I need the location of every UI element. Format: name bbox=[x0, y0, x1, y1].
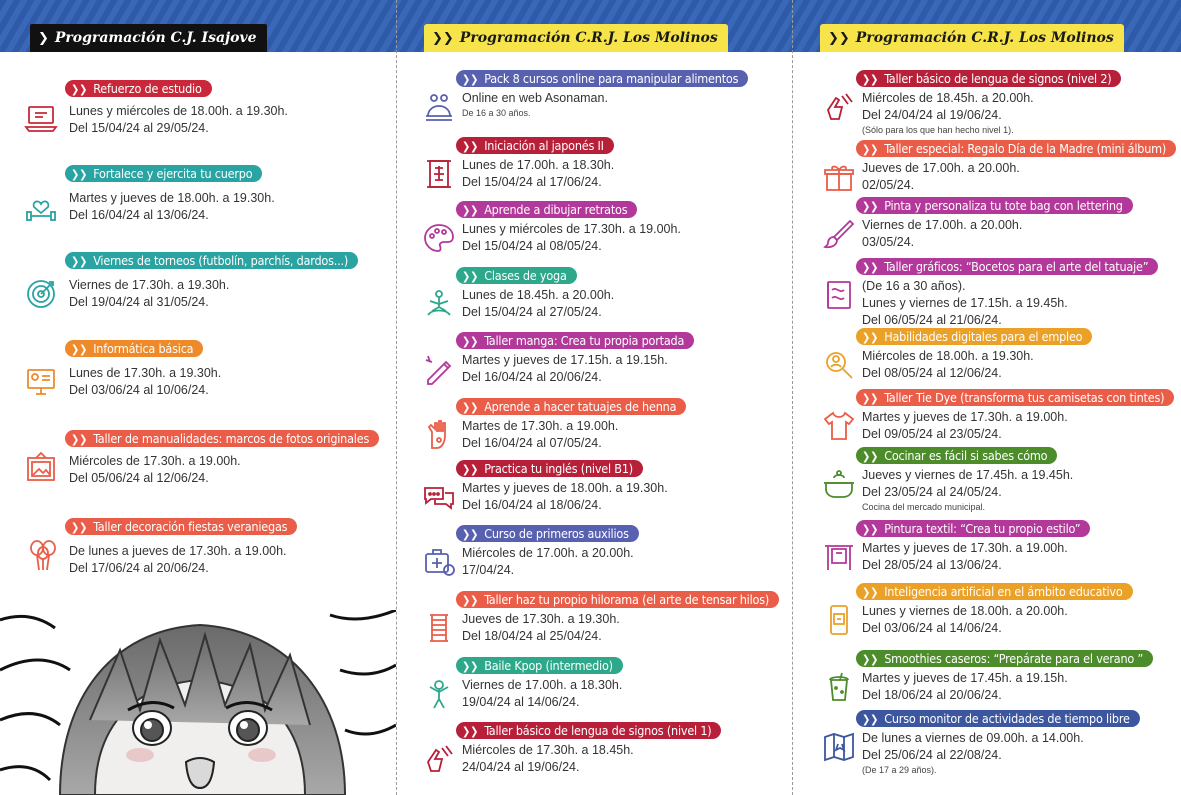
activity-schedule: Martes y jueves de 17.30h. a 19.00h. Del 09/05/24 al 23/05/24. bbox=[862, 410, 1068, 441]
column-los-molinos-1 bbox=[396, 0, 792, 795]
activity-label: ❯❯ Taller gráficos: “Bocetos para el arte del tatuaje” bbox=[856, 258, 1158, 275]
chevron-icon: ❯❯ bbox=[462, 73, 479, 86]
activity-label: ❯❯ Taller básico de lengua de signos (nivel 2) bbox=[856, 70, 1121, 87]
gift-icon bbox=[822, 160, 856, 194]
activity-label: ❯❯ Baile Kpop (intermedio) bbox=[456, 657, 623, 674]
chevron-icon: ❯❯ bbox=[862, 653, 879, 666]
activity-note: De 16 a 30 años. bbox=[462, 108, 531, 118]
thread-spool-icon bbox=[422, 611, 456, 645]
activity-label: ❯❯ Taller decoración fiestas veraniegas bbox=[65, 518, 297, 535]
activity-label: ❯❯ Smoothies caseros: “Prepárate para el verano ” bbox=[856, 650, 1153, 667]
activity-schedule: Jueves y viernes de 17.45h. a 19.45h. Del 23/05/24 al 24/05/24. Cocina del mercado municipal. bbox=[862, 468, 1074, 512]
job-search-icon bbox=[822, 348, 856, 382]
chevron-icon: ❯❯ bbox=[462, 140, 479, 153]
activity-schedule: Lunes de 18.45h. a 20.00h. Del 15/04/24 al 27/05/24. bbox=[462, 288, 615, 319]
chevron-icon: ❯❯ bbox=[862, 523, 879, 536]
chevron-icon: ❯❯ bbox=[462, 401, 479, 414]
activity-label: ❯❯ Refuerzo de estudio bbox=[65, 80, 212, 97]
chevron-icon: ❯❯ bbox=[862, 261, 879, 274]
henna-hand-icon bbox=[422, 418, 456, 452]
column-los-molinos-2 bbox=[792, 0, 1181, 795]
column-isajove bbox=[0, 0, 396, 795]
sign-language-icon bbox=[422, 742, 456, 776]
arrow-icon: ❯ bbox=[38, 30, 49, 46]
activity-schedule: (De 16 a 30 años). Lunes y viernes de 17.15h. a 19.45h. Del 06/05/24 al 21/06/24. bbox=[862, 279, 1068, 327]
activity-schedule: Miércoles de 17.30h. a 18.45h. 24/04/24 al 19/06/24. bbox=[462, 743, 634, 774]
japanese-scroll-icon bbox=[422, 157, 456, 191]
yoga-icon bbox=[422, 287, 456, 321]
activity-label: ❯❯ Inteligencia artificial en el ámbito educativo bbox=[856, 583, 1133, 600]
activity-schedule: Viernes de 17.00h. a 18.30h. 19/04/24 al 14/06/24. bbox=[462, 678, 623, 709]
column-title: ❯❯ Programación C.R.J. Los Molinos bbox=[820, 24, 1124, 52]
speech-bubbles-icon bbox=[422, 480, 456, 514]
activity-label: ❯❯ Viernes de torneos (futbolín, parchís, dardos...) bbox=[65, 252, 358, 269]
activity-schedule: Jueves de 17.00h. a 20.00h. 02/05/24. bbox=[862, 161, 1020, 192]
chevron-icon: ❯❯ bbox=[862, 586, 879, 599]
chevron-icon: ❯❯ bbox=[862, 392, 879, 405]
activity-label: ❯❯ Informática básica bbox=[65, 340, 203, 357]
activity-label: ❯❯ Iniciación al japonés II bbox=[456, 137, 614, 154]
activity-label: ❯❯ Aprende a dibujar retratos bbox=[456, 201, 637, 218]
chevron-icon: ❯❯ bbox=[462, 335, 479, 348]
column-title: ❯❯ Programación C.R.J. Los Molinos bbox=[424, 24, 728, 52]
activity-label: ❯❯ Taller básico de lengua de signos (nivel 1) bbox=[456, 722, 721, 739]
chevron-icon: ❯❯ bbox=[862, 143, 879, 156]
dumbbell-heart-icon bbox=[24, 190, 58, 224]
activity-schedule: Martes y jueves de 17.15h. a 19.15h. Del 16/04/24 al 20/06/24. bbox=[462, 353, 668, 384]
ai-phone-icon bbox=[822, 603, 856, 637]
chevron-icon: ❯❯ bbox=[462, 270, 479, 283]
dancer-icon bbox=[422, 677, 456, 711]
arrow-icon: ❯❯ bbox=[828, 30, 850, 46]
chevron-icon: ❯❯ bbox=[862, 73, 879, 86]
activity-label: ❯❯ Taller especial: Regalo Día de la Madre (mini álbum) bbox=[856, 140, 1176, 157]
activity-schedule: De lunes a jueves de 17.30h. a 19.00h. Del 17/06/24 al 20/06/24. bbox=[69, 544, 287, 575]
manga-girl-illustration bbox=[0, 610, 396, 795]
chevron-icon: ❯❯ bbox=[462, 528, 479, 541]
activity-schedule: Viernes de 17.00h. a 20.00h. 03/05/24. bbox=[862, 218, 1023, 249]
dartboard-icon bbox=[24, 277, 58, 311]
activity-schedule: Viernes de 17.30h. a 19.30h. Del 19/04/24 al 31/05/24. bbox=[69, 278, 230, 309]
chevron-icon: ❯❯ bbox=[462, 463, 479, 476]
activity-schedule: Martes de 17.30h. a 19.00h. Del 16/04/24 al 07/05/24. bbox=[462, 419, 619, 450]
activity-schedule: Lunes de 17.00h. a 18.30h. Del 15/04/24 al 17/06/24. bbox=[462, 158, 615, 189]
activity-note: (Sólo para los que han hecho nivel 1). bbox=[862, 125, 1014, 135]
chevron-icon: ❯❯ bbox=[462, 725, 479, 738]
activity-label: ❯❯ Clases de yoga bbox=[456, 267, 577, 284]
tshirt-icon bbox=[822, 409, 856, 443]
activity-schedule: Miércoles de 18.45h. a 20.00h. Del 24/04/24 al 19/06/24. (Sólo para los que han hecho nivel 1). bbox=[862, 91, 1034, 135]
activity-label: ❯❯ Pack 8 cursos online para manipular alimentos bbox=[456, 70, 748, 87]
activity-schedule: Martes y jueves de 18.00h. a 19.30h. Del 16/04/24 al 13/06/24. bbox=[69, 191, 275, 222]
clothes-rack-icon bbox=[822, 540, 856, 574]
activity-schedule: Miércoles de 17.00h. a 20.00h. 17/04/24. bbox=[462, 546, 634, 577]
first-aid-icon bbox=[422, 545, 456, 579]
activity-note: (De 17 a 29 años). bbox=[862, 765, 937, 775]
map-icon bbox=[822, 730, 856, 764]
chevron-icon: ❯❯ bbox=[862, 200, 879, 213]
activity-schedule: Lunes y miércoles de 18.00h. a 19.30h. Del 15/04/24 al 29/05/24. bbox=[69, 104, 288, 135]
activity-schedule: Online en web Asonaman. De 16 a 30 años. bbox=[462, 91, 608, 118]
activity-schedule: Lunes y viernes de 18.00h. a 20.00h. Del 03/06/24 al 14/06/24. bbox=[862, 604, 1068, 635]
activity-label: ❯❯ Curso de primeros auxilios bbox=[456, 525, 639, 542]
activity-schedule: De lunes a viernes de 09.00h. a 14.00h. Del 25/06/24 al 22/08/24. (De 17 a 29 años). bbox=[862, 731, 1084, 775]
activity-schedule: Lunes y miércoles de 17.30h. a 19.00h. Del 15/04/24 al 08/05/24. bbox=[462, 222, 681, 253]
laptop-book-icon bbox=[24, 101, 58, 135]
arrow-icon: ❯❯ bbox=[432, 30, 454, 46]
activity-label: ❯❯ Pintura textil: “Crea tu propio estilo” bbox=[856, 520, 1090, 537]
activity-schedule: Martes y jueves de 17.30h. a 19.00h. Del 28/05/24 al 13/06/24. bbox=[862, 541, 1068, 572]
sketchbook-icon bbox=[822, 278, 856, 312]
column-title: ❯ Programación C.J. Isajove bbox=[30, 24, 267, 52]
sign-language-icon bbox=[822, 90, 856, 124]
activity-label: ❯❯ Fortalece y ejercita tu cuerpo bbox=[65, 165, 262, 182]
activity-label: ❯❯ Taller Tie Dye (transforma tus camisetas con tintes) bbox=[856, 389, 1174, 406]
activity-schedule: Martes y jueves de 17.45h. a 19.15h. Del 18/06/24 al 20/06/24. bbox=[862, 671, 1068, 702]
palette-icon bbox=[422, 221, 456, 255]
activity-schedule: Miércoles de 17.30h. a 19.00h. Del 05/06/24 al 12/06/24. bbox=[69, 454, 241, 485]
manga-pen-icon bbox=[422, 352, 456, 386]
chevron-icon: ❯❯ bbox=[862, 331, 879, 344]
activity-schedule: Lunes de 17.30h. a 19.30h. Del 03/06/24 al 10/06/24. bbox=[69, 366, 222, 397]
activity-schedule: Miércoles de 18.00h. a 19.30h. Del 08/05/24 al 12/06/24. bbox=[862, 349, 1034, 380]
activity-label: ❯❯ Habilidades digitales para el empleo bbox=[856, 328, 1092, 345]
paintbrush-icon bbox=[822, 217, 856, 251]
activity-label: ❯❯ Aprende a hacer tatuajes de henna bbox=[456, 398, 686, 415]
activity-label: ❯❯ Pinta y personaliza tu tote bag con lettering bbox=[856, 197, 1133, 214]
activity-note: Cocina del mercado municipal. bbox=[862, 502, 986, 512]
activity-label: ❯❯ Practica tu inglés (nivel B1) bbox=[456, 460, 643, 477]
cooking-pot-icon bbox=[822, 467, 856, 501]
activity-label: ❯❯ Taller manga: Crea tu propia portada bbox=[456, 332, 694, 349]
chevron-icon: ❯❯ bbox=[462, 204, 479, 217]
activity-label: ❯❯ Taller haz tu propio hilorama (el arte de tensar hilos) bbox=[456, 591, 779, 608]
computer-icon bbox=[24, 365, 58, 399]
balloons-icon bbox=[26, 538, 60, 572]
food-handling-icon bbox=[422, 90, 456, 124]
chevron-icon: ❯❯ bbox=[462, 660, 479, 673]
activity-label: ❯❯ Curso monitor de actividades de tiempo libre bbox=[856, 710, 1140, 727]
chevron-icon: ❯❯ bbox=[862, 450, 879, 463]
activity-label: ❯❯ Taller de manualidades: marcos de fotos originales bbox=[65, 430, 379, 447]
activity-schedule: Jueves de 17.30h. a 19.30h. Del 18/04/24 al 25/04/24. bbox=[462, 612, 620, 643]
chevron-icon: ❯❯ bbox=[462, 594, 479, 607]
chevron-icon: ❯❯ bbox=[862, 713, 879, 726]
activity-label: ❯❯ Cocinar es fácil si sabes cómo bbox=[856, 447, 1057, 464]
photo-frame-icon bbox=[24, 450, 58, 484]
smoothie-icon bbox=[822, 670, 856, 704]
activity-schedule: Martes y jueves de 18.00h. a 19.30h. Del 16/04/24 al 18/06/24. bbox=[462, 481, 668, 512]
